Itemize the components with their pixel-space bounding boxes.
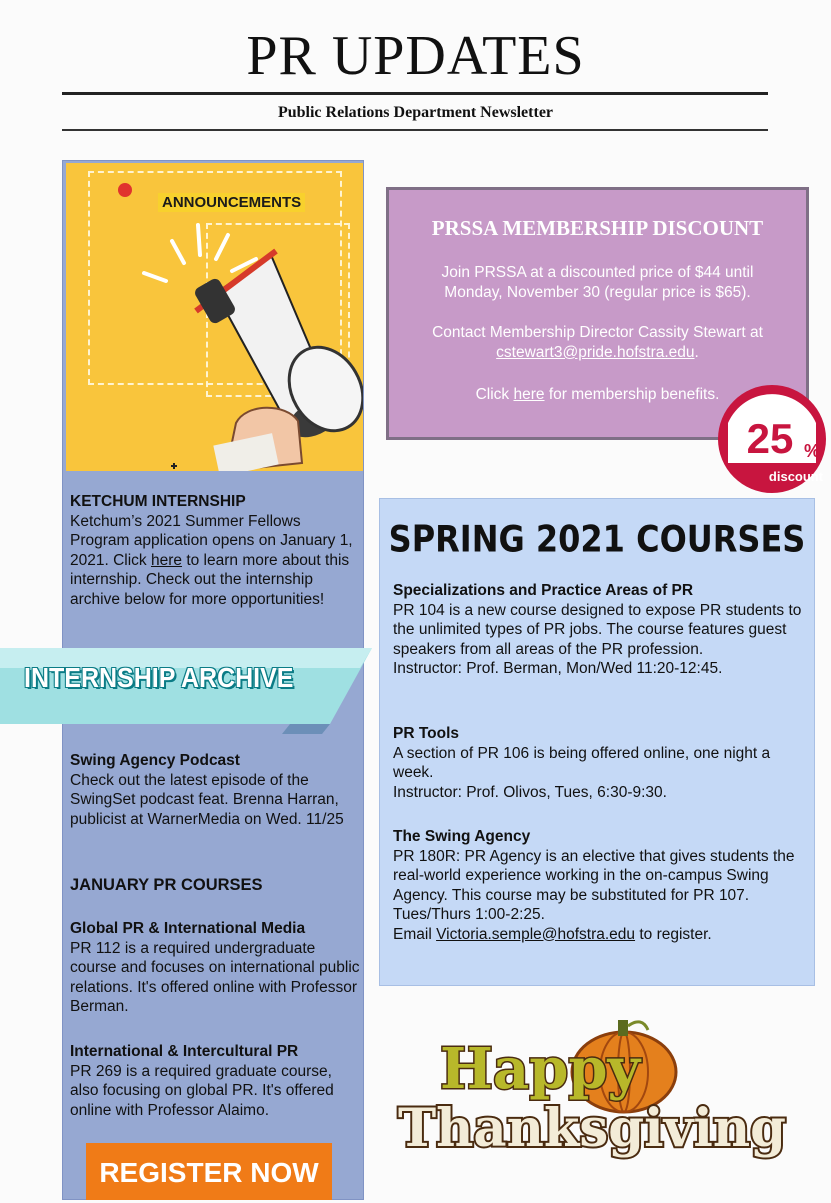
course-intercultural-pr-title: International & Intercultural PR: [70, 1043, 299, 1060]
specializations-body: PR 104 is a new course designed to expose PR students to the unlimited types of PR jobs. The course features guest speakers from all areas of the PR profession.: [393, 601, 802, 658]
specializations-instructor: Instructor: Prof. Berman, Mon/Wed 11:20-12:45.: [393, 660, 723, 677]
pr-tools-instructor: Instructor: Prof. Olivos, Tues, 6:30-9:30.: [393, 783, 667, 801]
ketchum-section: [70, 492, 360, 609]
prssa-click-suffix: for membership benefits.: [544, 386, 720, 403]
pr-tools-body: A section of PR 106 is being offered online, one night a week.: [393, 744, 771, 781]
prssa-title: PRSSA MEMBERSHIP DISCOUNT: [431, 216, 764, 240]
january-courses-heading: JANUARY PR COURSES: [70, 876, 263, 894]
swing-agency-email-line: [393, 925, 813, 945]
discount-badge: [716, 383, 828, 495]
register-now-button[interactable]: REGISTER NOW: [86, 1143, 332, 1200]
badge-label: discount: [768, 469, 824, 484]
prssa-email-link[interactable]: cstewart3@pride.hofstra.edu: [496, 344, 695, 361]
badge-value: 25: [746, 415, 794, 462]
masthead-rule-bottom: [62, 129, 768, 131]
thanksgiving-word: Thanksgiving: [398, 1098, 786, 1159]
prssa-click-prefix: Click: [475, 386, 514, 403]
newsletter-subtitle: Public Relations Department Newsletter: [277, 104, 554, 121]
course-global-pr-title: Global PR & International Media: [70, 920, 306, 937]
pr-tools-title: PR Tools: [393, 725, 460, 742]
course-global-pr-body: PR 112 is a required undergraduate course and focuses on international public relations. It's offered online with Professor Berman.: [70, 939, 360, 1015]
prssa-benefits-link[interactable]: here: [513, 386, 545, 403]
ketchum-body-start: Ketchum’s 2021 Summer Fellows Program application opens on January 1, 2021. Click: [70, 512, 353, 569]
megaphone-icon: [66, 163, 363, 471]
swing-podcast-heading: Swing Agency Podcast: [70, 752, 240, 769]
swing-agency-body: PR 180R: PR Agency is an elective that gives students the real-world experience working in the on-campus Swing Agency. This course may be substituted for PR 107. Tues/Thurs 1:00-2:25.: [393, 847, 795, 923]
prssa-email-line: [386, 343, 809, 363]
happy-word: Happy: [440, 1036, 641, 1102]
swing-agency-title: The Swing Agency: [393, 828, 531, 845]
badge-percent: %: [803, 441, 821, 461]
ketchum-here-link[interactable]: here: [150, 551, 183, 569]
newsletter-title: PR UPDATES: [246, 25, 585, 87]
spring-course-1: [393, 581, 813, 679]
january-heading-wrap: [70, 876, 360, 896]
spring-course-3: [393, 827, 813, 944]
internship-archive-label[interactable]: INTERNSHIP ARCHIVE: [24, 662, 294, 694]
ketchum-heading: KETCHUM INTERNSHIP: [70, 493, 246, 510]
specializations-title: Specializations and Practice Areas of PR: [393, 582, 694, 599]
prssa-email-suffix: .: [694, 344, 699, 361]
announcements-label: ANNOUNCEMENTS: [158, 193, 305, 212]
ketchum-body-end: to learn more about this internship. Check out the internship archive below for more opportunities!: [70, 551, 350, 608]
swing-podcast-body: Check out the latest episode of the SwingSet podcast feat. Brenna Harran, publicist at WarnerMedia on Wed. 11/25: [70, 771, 344, 828]
spring-courses-title: SPRING 2021 COURSES: [388, 517, 806, 561]
prssa-contact-text: Contact Membership Director Cassity Stewart at: [432, 324, 763, 341]
masthead-rule-top: [62, 92, 768, 95]
january-course-1: [70, 919, 360, 1017]
swing-email-prefix: Email: [393, 925, 437, 943]
swing-email-suffix: to register.: [635, 925, 712, 943]
spring-course-2: [393, 724, 813, 802]
january-course-2: [70, 1042, 360, 1120]
announcements-graphic: [66, 163, 363, 471]
swing-email-link[interactable]: Victoria.semple@hofstra.edu: [436, 925, 636, 943]
course-intercultural-pr-body: PR 269 is a required graduate course, also focusing on global PR. It's offered online with Professor Alaimo.: [70, 1062, 334, 1119]
prssa-price-text: Join PRSSA at a discounted price of $44 until Monday, November 30 (regular price is $65).: [441, 264, 754, 301]
happy-thanksgiving-graphic: [392, 1010, 792, 1160]
swing-podcast-section: [70, 751, 360, 829]
